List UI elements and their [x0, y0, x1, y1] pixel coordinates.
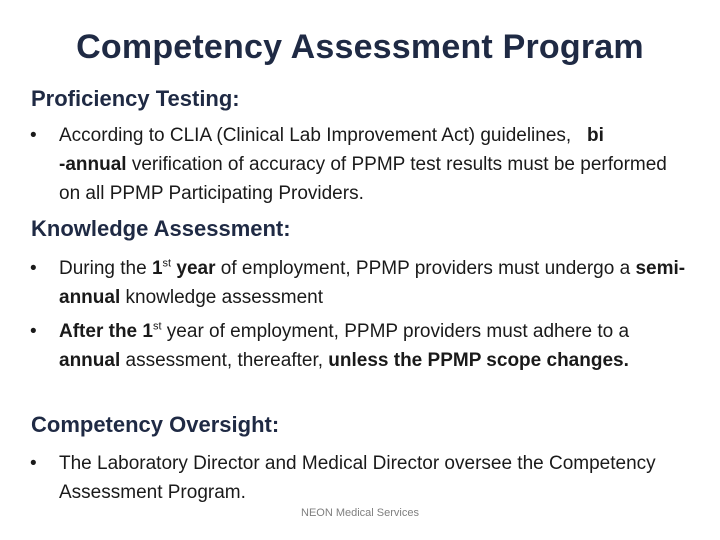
- bullet-item: [30, 121, 690, 208]
- section-heading-competency-oversight: Competency Oversight:: [31, 412, 280, 437]
- bullet-text-bold: unless the PPMP scope changes.: [328, 350, 629, 371]
- bullet-text: During the: [59, 258, 152, 279]
- bullet-dot-icon: •: [30, 321, 37, 342]
- bullet-dot-icon: •: [30, 258, 37, 279]
- bullet-item: [30, 449, 690, 507]
- bullet-text: year of employment, PPMP providers must adhere to a: [161, 321, 630, 342]
- section-heading-knowledge-assessment: Knowledge Assessment:: [31, 216, 291, 241]
- bullet-text-bold: 1: [151, 258, 163, 279]
- bullet-text-bold: After the 1: [59, 321, 153, 342]
- bullet-item: [30, 254, 690, 312]
- bullet-text: knowledge assessment: [120, 287, 324, 308]
- bullet-dot-icon: •: [30, 125, 37, 146]
- ordinal-suffix: st: [162, 257, 172, 270]
- bullet-dot-icon: •: [30, 453, 37, 474]
- bullet-text-bold: semi-annual: [59, 258, 686, 308]
- bullet-text: assessment, thereafter,: [120, 350, 329, 371]
- bullet-text: According to CLIA (Clinical Lab Improvement Act) guidelines,: [59, 125, 588, 146]
- footer-text: NEON Medical Services: [301, 507, 419, 519]
- bullet-text-bold: -annual: [59, 154, 127, 175]
- bullet-text-bold: bi: [587, 125, 604, 146]
- ordinal-suffix: st: [152, 320, 162, 333]
- bullet-text: of employment, PPMP providers must undergo a: [215, 258, 636, 279]
- bullet-text: The Laboratory Director and Medical Director oversee the Competency Assessment Program.: [59, 453, 656, 503]
- bullet-item: [30, 317, 690, 375]
- bullet-text-bold: year: [171, 258, 216, 279]
- bullet-text-bold: annual: [59, 350, 121, 371]
- bullet-text: verification of accuracy of PPMP test results must be performed on all PPMP Participating Providers.: [59, 154, 667, 204]
- section-heading-proficiency-testing: Proficiency Testing:: [31, 86, 240, 111]
- slide-title: Competency Assessment Program: [76, 28, 644, 66]
